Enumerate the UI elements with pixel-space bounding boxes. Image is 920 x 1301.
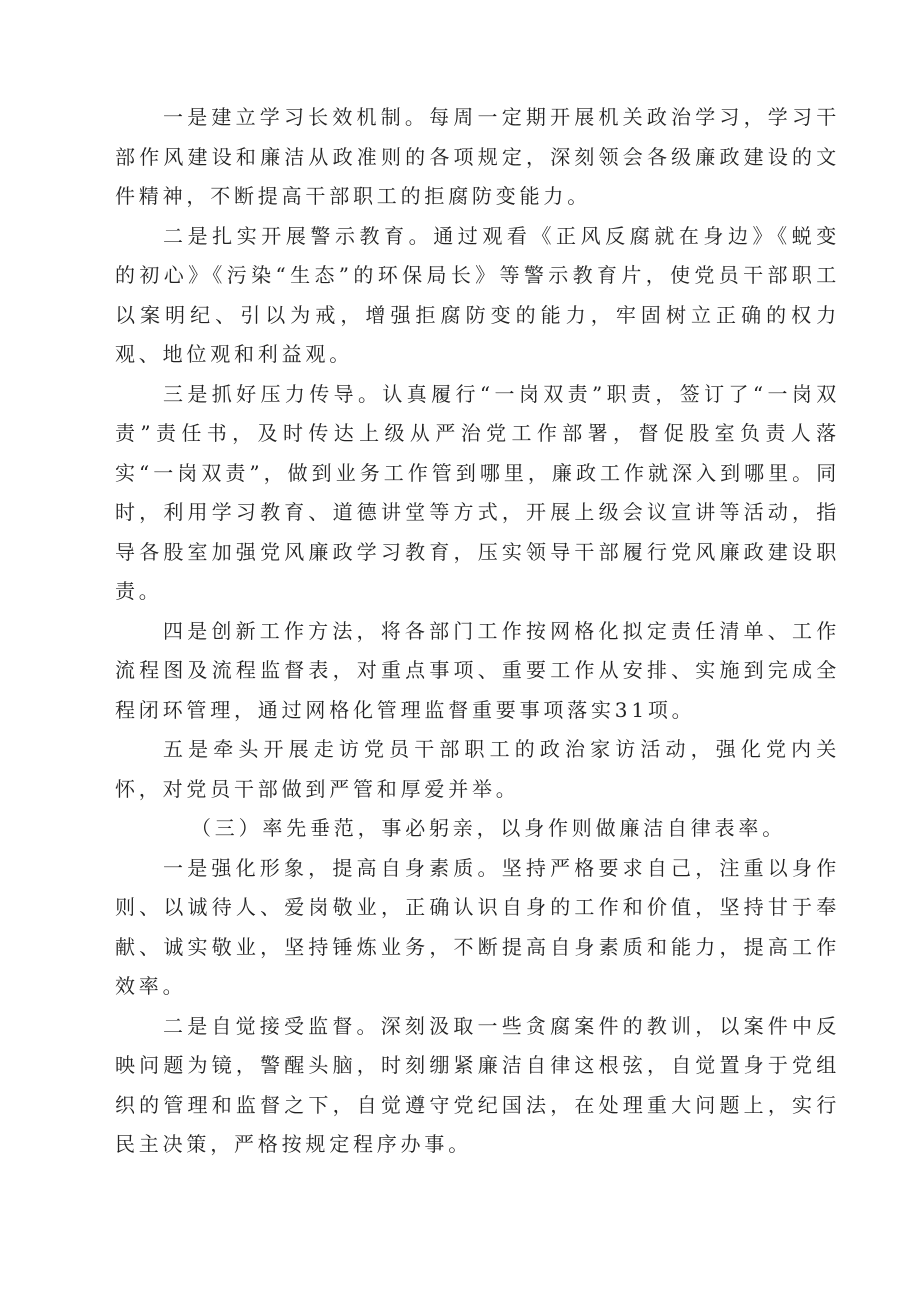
document-body	[115, 98, 840, 1165]
paragraph-3: 三是抓好压力传导。认真履行“一岗双责”职责，签订了“一岗双责”责任书，及时传达上级从严治党工作部署，督促股室负责人落实“一岗双责”，做到业务工作管到哪里，廉政工作就深入到哪里。同时，利用学习教育、道德讲堂等方式，开展上级会议宣讲等活动，指导各股室加强党风廉政学习教育，压实领导干部履行党风廉政建设职责。	[115, 381, 840, 603]
paragraph-2: 二是扎实开展警示教育。通过观看《正风反腐就在身边》《蜕变的初心》《污染“生态”的环保局长》等警示教育片，使党员干部职工以案明纪、引以为戒，增强拒腐防变的能力，牢固树立正确的权力观、地位观和利益观。	[115, 223, 840, 366]
paragraph-4: 四是创新工作方法，将各部门工作按网格化拟定责任清单、工作流程图及流程监督表，对重点事项、重要工作从安排、实施到完成全程闭环管理，通过网格化管理监督重要事项落实31项。	[115, 618, 840, 722]
paragraph-1: 一是建立学习长效机制。每周一定期开展机关政治学习，学习干部作风建设和廉洁从政准则的各项规定，深刻领会各级廉政建设的文件精神，不断提高干部职工的拒腐防变能力。	[115, 105, 840, 208]
paragraph-5: 五是牵头开展走访党员干部职工的政治家访活动，强化党内关怀，对党员干部做到严管和厚爱并举。	[115, 737, 840, 801]
paragraph-6: 一是强化形象，提高自身素质。坚持严格要求自己，注重以身作则、以诚待人、爱岗敬业，正确认识自身的工作和价值，坚持甘于奉献、诚实敬业，坚持锤炼业务，不断提高自身素质和能力，提高工作效率。	[115, 855, 840, 998]
section-heading: （三）率先垂范，事必躬亲，以身作则做廉洁自律表率。	[191, 816, 786, 840]
paragraph-7: 二是自觉接受监督。深刻汲取一些贪腐案件的教训，以案件中反映问题为镜，警醒头脑，时刻绷紧廉洁自律这根弦，自觉置身于党组织的管理和监督之下，自觉遵守党纪国法，在处理重大问题上，实行民主决策，严格按规定程序办事。	[115, 1013, 840, 1156]
